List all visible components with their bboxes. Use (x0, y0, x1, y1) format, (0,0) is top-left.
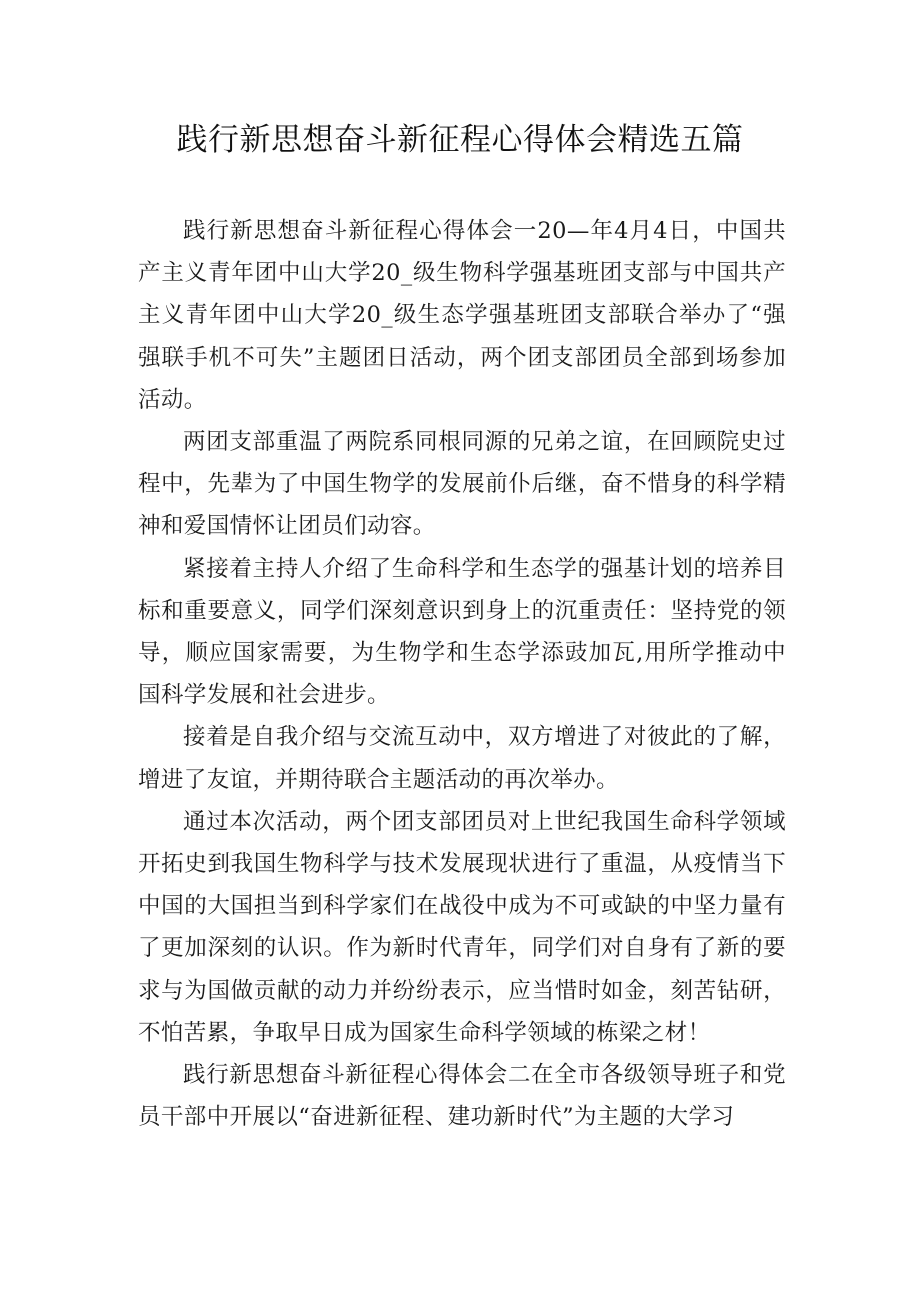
paragraph-6: 践行新思想奋斗新征程心得体会二在全市各级领导班子和党员干部中开展以“奋进新征程、建功新时代”为主题的大学习 (138, 1062, 786, 1131)
paragraph-3: 紧接着主持人介绍了生命科学和生态学的强基计划的培养目标和重要意义，同学们深刻意识到身上的沉重责任：坚持党的领导，顺应国家需要，为生物学和生态学添豉加瓦,用所学推动中国科学发展和社会进步。 (138, 555, 786, 709)
document-body (138, 210, 786, 1138)
paragraph-2: 两团支部重温了两院系同根同源的兄弟之谊，在回顾院史过程中，先辈为了中国生物学的发展前仆后继，奋不惜身的科学精神和爱国情怀让团员们动容。 (138, 429, 786, 540)
paragraph-5: 通过本次活动，两个团支部团员对上世纪我国生命科学领域开拓史到我国生物科学与技术发展现状进行了重温，从疫情当下中国的大国担当到科学家们在战役中成为不可或缺的中坚力量有了更加深刻的认识。作为新时代青年，同学们对自身有了新的要求与为国做贡献的动力并纷纷表示，应当惜时如金，刻苦钻研，不怕苦累，争取早日成为国家生命科学领域的栋梁之材！ (138, 808, 786, 1046)
paragraph-1: 践行新思想奋斗新征程心得体会一20—年4月4日，中国共产主义青年团中山大学20_级生物科学强基班团支部与中国共产主义青年团中山大学20_级生态学强基班团支部联合举办了“强强联手机不可失”主题团日活动，两个团支部团员全部到场参加活动。 (138, 218, 786, 413)
paragraph-4: 接着是自我介绍与交流互动中，双方增进了对彼此的了解，增进了友谊，并期待联合主题活动的再次举办。 (138, 724, 786, 793)
document-title: 践行新思想奋斗新征程心得体会精选五篇 (176, 122, 744, 158)
